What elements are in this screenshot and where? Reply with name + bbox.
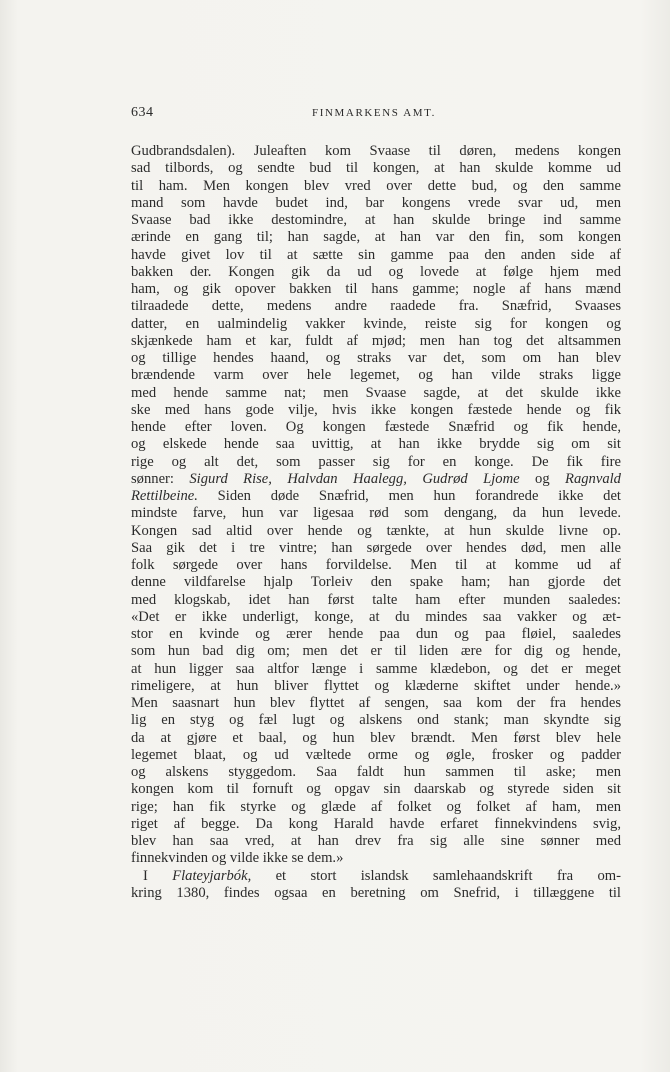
text-line: tilraadede dette, medens andre raadede fra. Snæfrid, Svaases [131, 298, 621, 315]
text-line: at hun ligger saa altfor længe i samme klædebon, og det er meget [131, 660, 621, 677]
page-number: 634 [131, 105, 154, 120]
text-line: kongen kom til fornuft og opgav sin daarskab og styrede siden sit [131, 781, 621, 798]
text-line: skjænkede ham et kar, fuldt af mjød; men han tog det altsammen [131, 332, 621, 349]
text-line: sad tilbords, og sendte bud til kongen, at han skulde komme ud [131, 160, 621, 177]
text-line: denne vildfarelse hjalp Torleiv den spake ham; han gjorde det [131, 574, 621, 591]
text-line: bakken der. Kongen gik da ud og lovede at følge hjem med [131, 263, 621, 280]
text-line: og tillige hendes haand, og straks var det, som om han blev [131, 350, 621, 366]
text-line: havde givet lov til at sætte sin gamme paa den anden side af [131, 246, 621, 263]
text-line: rige og alt det, som passer sig for en konge. De fik fire [131, 453, 621, 470]
text-line: Men saasnart hun blev flyttet af sengen, saa kom der fra hendes [131, 695, 621, 711]
running-title: FINMARKENS AMT. [312, 107, 437, 119]
text-line: Gudbrandsdalen). Juleaften kom Svaase til døren, medens kongen [131, 143, 621, 159]
text-line: hende efter loven. Og kongen fæstede Snæfrid og fik hende, [131, 419, 621, 435]
text-line: riget af begge. Da kong Harald havde erfaret finnekvindens svig, [131, 815, 621, 832]
text-line: kring 1380, findes ogsaa en beretning om Snefrid, i tillæggene til [131, 884, 621, 901]
text-line: mand som havde budet ind, bar kongens vrede svar ud, men [131, 194, 621, 211]
text-line: til ham. Men kongen blev vred over dette bud, og den samme [131, 177, 621, 194]
text-line: Kongen sad altid over hende og tænkte, at hun skulde livne op. [131, 522, 621, 539]
text-line: I Flateyjarbók, et stort islandsk samlehaandskrift fra om- [143, 867, 621, 884]
text-line: og elskede hende saa uvittig, at han ikke brydde sig om sit [131, 436, 621, 453]
text-line: datter, en ualmindelig vakker kvinde, reiste sig for kongen og [131, 315, 621, 332]
text-line: som hun bad dig om; men det er til liden ære for dig og hende, [131, 643, 621, 660]
text-line: lig en styg og fæl lugt og alskens ond stank; man skyndte sig [131, 712, 621, 729]
text-line: med klogskab, idet han først talte ham efter munden saaledes: [131, 591, 621, 608]
text-line: Svaase bad ikke destomindre, at han skulde bringe ind samme [131, 212, 621, 228]
text-line: legemet blaat, og ud væltede orme og øgle, frosker og padder [131, 746, 621, 763]
text-line: «Det er ikke underligt, konge, at du mindes saa vakker og æt- [131, 608, 621, 625]
text-line: rimeligere, at hun bliver flyttet og klæderne skiftet under hende.» [131, 677, 621, 694]
text-line: Rettilbeine. Siden døde Snæfrid, men hun forandrede ikke det [131, 488, 621, 504]
text-line: blev han saa vred, at han drev fra sig alle sine sønner med [131, 833, 621, 849]
text-line: brændende varm over hele legemet, og han vilde straks ligge [131, 367, 621, 384]
text-line: da at gjøre et baal, og hun blev brændt. Men først blev hele [131, 729, 621, 746]
body-text [131, 143, 621, 902]
text-line: finnekvinden og vilde ikke se dem.» [131, 850, 344, 867]
page-header [131, 105, 621, 125]
text-line: ske med hans gode vilje, hvis ikke kongen fæstede hende og fik [131, 401, 621, 418]
text-line: mindste farve, hun var ligesaa rød som dengang, da hun levede. [131, 505, 621, 522]
text-line: folk sørgede over hans forvildelse. Men til at komme ud af [131, 557, 621, 573]
text-line: ærinde en gang til; han sagde, at han var den fin, som kongen [131, 229, 621, 246]
text-line: stor en kvinde og ærer hende paa dun og paa fløiel, saaledes [131, 626, 621, 642]
text-line: med hende samme nat; men Svaase sagde, at det skulde ikke [131, 384, 621, 401]
text-line: Saa gik det i tre vintre; han sørgede over hendes død, men alle [131, 539, 621, 556]
text-line: rige; han fik styrke og glæde af folket og folket af ham, men [131, 798, 621, 815]
text-line: sønner: Sigurd Rise, Halvdan Haalegg, Gudrød Ljome og Ragnvald [131, 470, 621, 487]
text-line: ham, og gik opover bakken til hans gamme; nogle af hans mænd [131, 281, 621, 297]
text-line: og alskens styggedom. Saa faldt hun sammen til aske; men [131, 764, 621, 780]
